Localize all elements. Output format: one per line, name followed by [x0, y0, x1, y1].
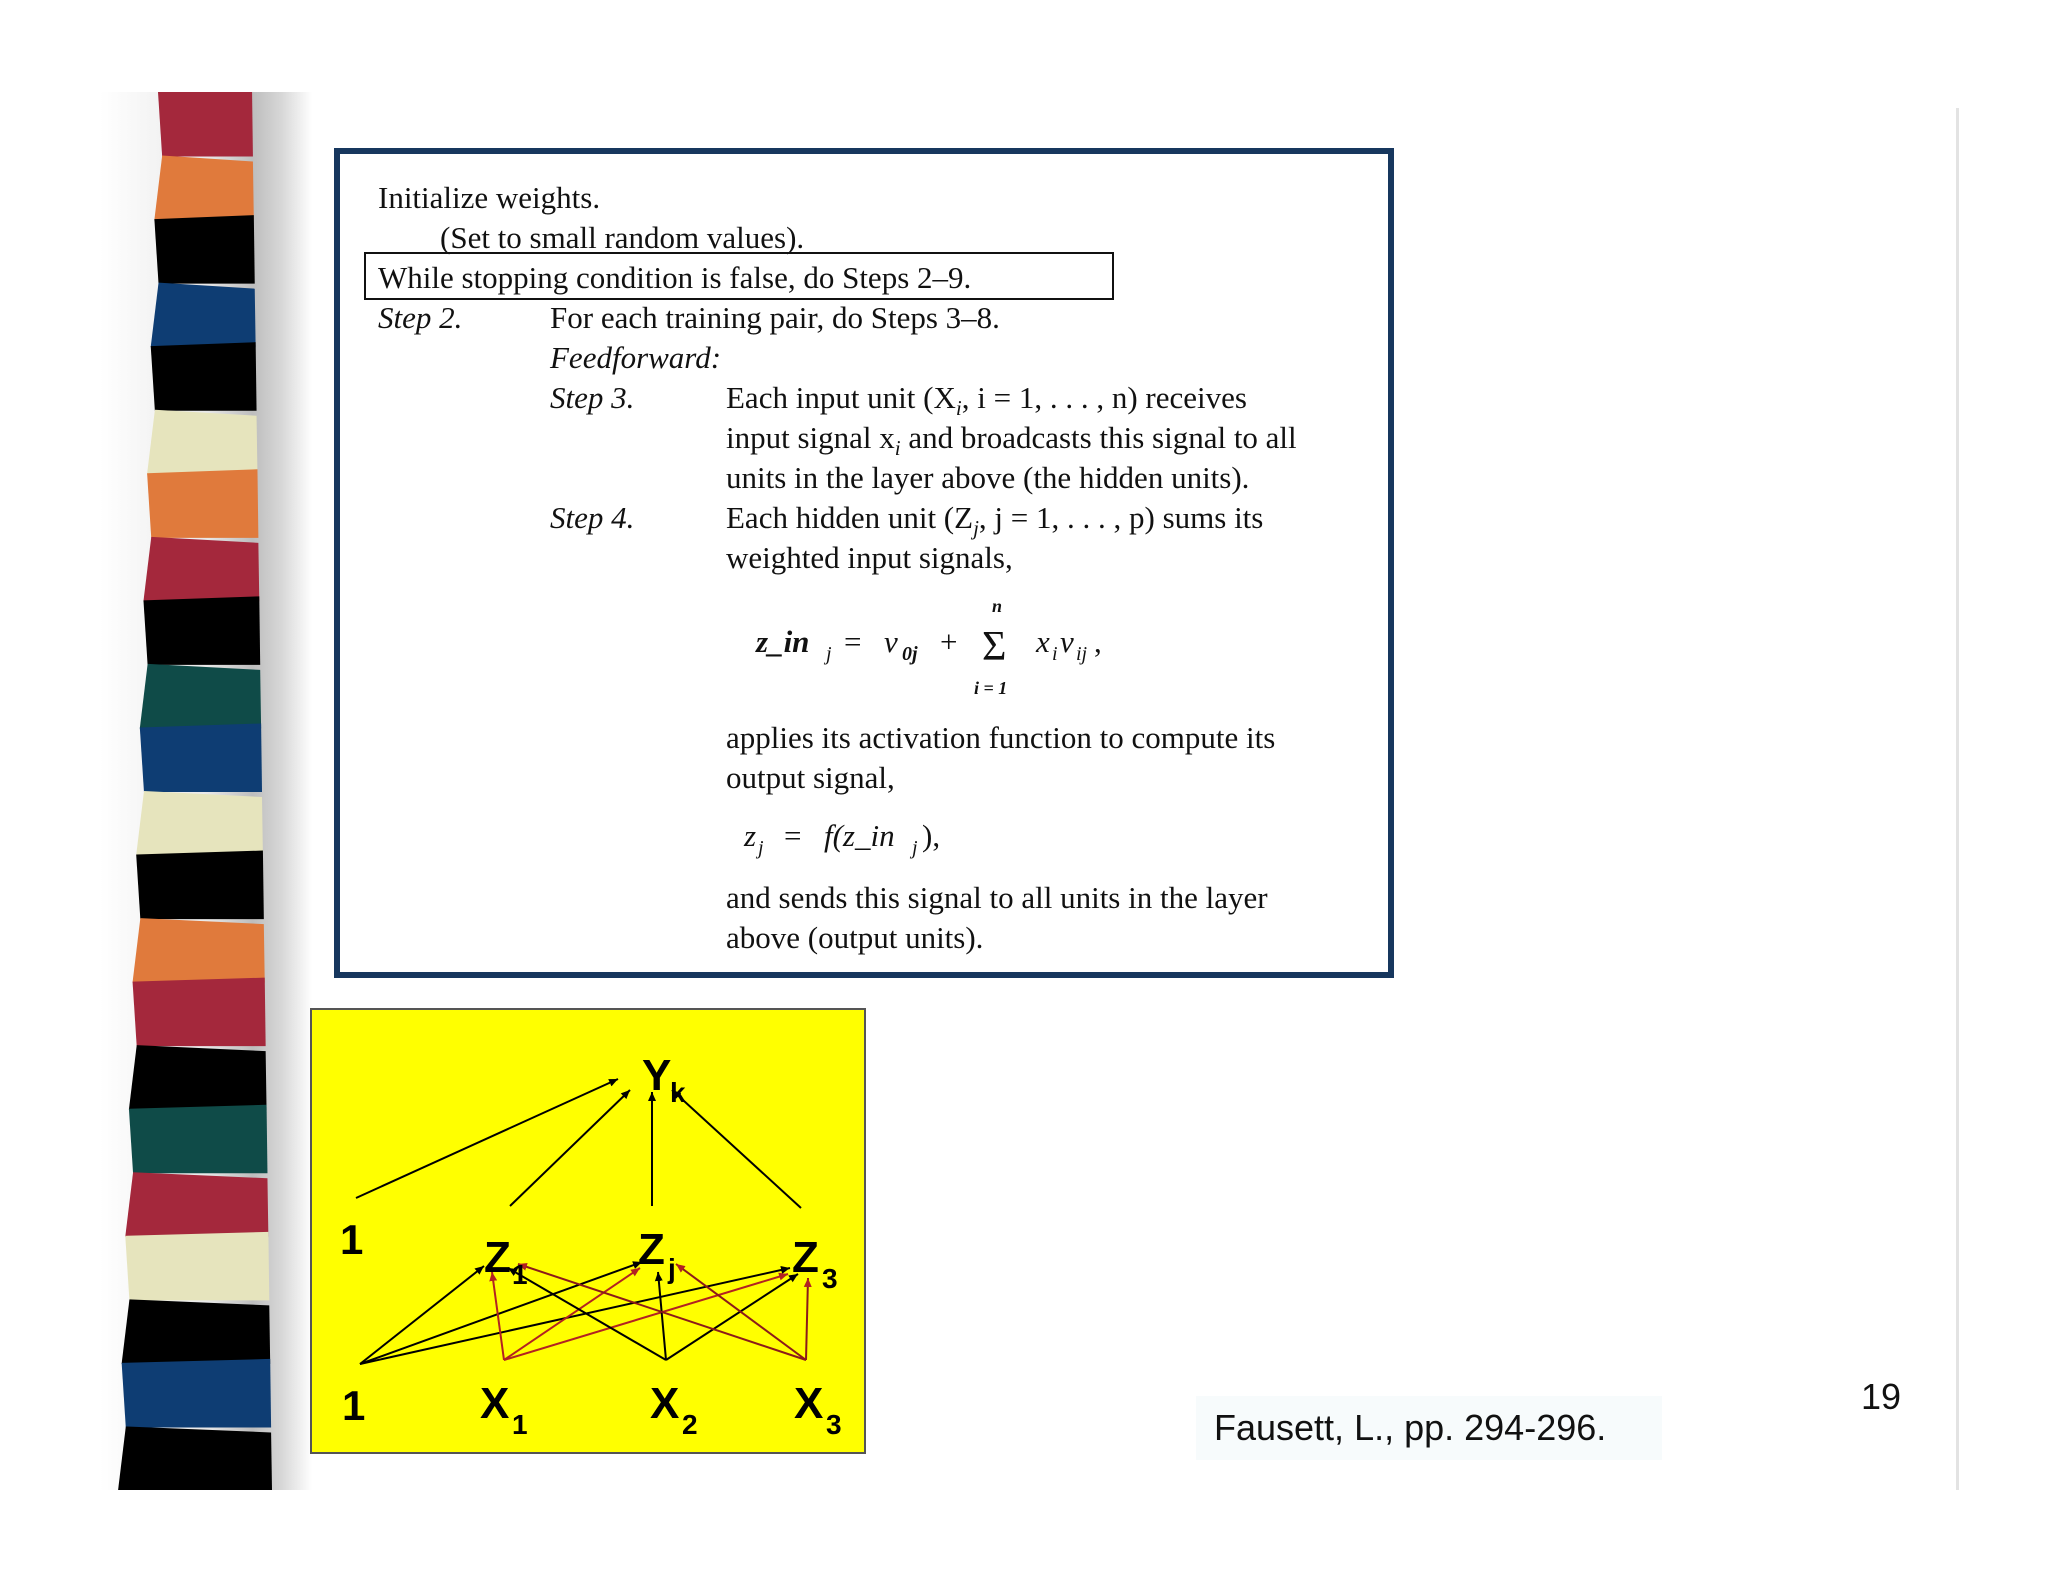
formula2-lhs: z	[744, 818, 757, 853]
stripe-band	[125, 1172, 268, 1237]
stripe-band	[129, 1045, 267, 1110]
phase-heading: Feedforward:	[550, 340, 722, 375]
stripe-band	[140, 723, 262, 792]
node-x3-sub: 3	[826, 1409, 842, 1440]
step4-line2: weighted input signals,	[726, 540, 1013, 575]
formula1-lhs: z_in	[756, 624, 810, 659]
formula1-sigma: Σ	[982, 624, 1007, 670]
formula1-bias-sub: 0j	[902, 643, 918, 665]
stripe-band	[154, 215, 254, 284]
stripe-band	[129, 1105, 268, 1174]
node-x1-sub: 1	[512, 1409, 528, 1440]
step4-line1-sub: j	[973, 516, 979, 541]
step4-label: Step 4.	[550, 500, 635, 535]
right-margin-rule	[1956, 108, 1959, 1490]
step4-line1-b: , j = 1, . . . , p) sums its	[978, 500, 1264, 535]
stripe-band	[158, 92, 253, 157]
stripe-band	[136, 851, 264, 920]
stripe-band	[143, 596, 260, 665]
node-z3-label: Z	[792, 1233, 819, 1282]
edge-x1-to-z3	[504, 1274, 788, 1360]
node-z1-sub: 1	[512, 1259, 528, 1290]
step3-line1-a: Each input unit (X	[726, 380, 956, 415]
step3-line3: units in the layer above (the hidden units).	[726, 460, 1250, 495]
step4-line3: applies its activation function to compute its	[726, 720, 1276, 755]
stripe-band	[122, 1299, 271, 1364]
step4-line5: and sends this signal to all units in the layer	[726, 880, 1268, 915]
network-diagram	[310, 1008, 866, 1454]
node-yk-label: Y	[642, 1051, 672, 1100]
edge-x2-to-zj	[658, 1272, 666, 1360]
step4-line1-a: Each hidden unit (Z	[726, 500, 974, 535]
node-z1-label: Z	[484, 1233, 511, 1282]
step3-line1-b: , i = 1, . . . , n) receives	[961, 380, 1247, 415]
page-number: 19	[1860, 1376, 1902, 1417]
step3-line2-sub: i	[894, 436, 901, 461]
formula1-bias: v	[884, 624, 898, 659]
stripe-band	[151, 342, 257, 411]
formula1-plus: +	[940, 624, 958, 659]
input-bias-label: 1	[342, 1382, 366, 1429]
node-x3-label: X	[794, 1379, 824, 1428]
decorative-stripe-band	[100, 92, 312, 1490]
formula1-term-v: v	[1060, 624, 1074, 659]
formula2-rhs-b: ),	[922, 818, 941, 853]
step3-label: Step 3.	[550, 380, 635, 415]
edge-z3-to-yk	[672, 1090, 801, 1208]
edge-x3-to-z1	[518, 1264, 806, 1360]
formula1-lower: i = 1	[974, 678, 1008, 698]
node-x1-label: X	[480, 1379, 510, 1428]
formula1-term-sub2: ij	[1076, 643, 1088, 665]
node-zj-label: Z	[638, 1225, 665, 1274]
formula2-rhs-a: f(z_in	[824, 818, 895, 853]
stripe-band	[154, 156, 253, 221]
stripe-band	[133, 978, 266, 1047]
loop-line: While stopping condition is false, do Steps 2–9.	[378, 260, 972, 295]
init-line: Initialize weights.	[378, 180, 601, 215]
edge-x3-to-z3	[806, 1278, 808, 1360]
stripe-band	[147, 410, 257, 475]
hidden-bias-label: 1	[340, 1216, 364, 1263]
step3-line2-a: input signal x	[726, 420, 895, 455]
stripe-band	[118, 1426, 272, 1490]
stripe-band	[122, 1359, 271, 1428]
formula1-comma: ,	[1094, 624, 1102, 659]
stripe-band	[125, 1232, 269, 1301]
stripe-band	[133, 918, 265, 983]
edge-x2-to-z3	[666, 1274, 798, 1360]
node-x2-sub: 2	[682, 1409, 698, 1440]
stripe-graphic	[100, 92, 312, 1490]
formula1-eq: =	[844, 624, 862, 659]
activation-formula	[740, 812, 1000, 862]
init-note: (Set to small random values).	[440, 220, 805, 255]
summation-formula	[740, 594, 1160, 704]
step4-line4: output signal,	[726, 760, 895, 795]
step4-line6: above (output units).	[726, 920, 984, 955]
node-yk-sub: k	[670, 1077, 686, 1108]
step3-line1-sub: i	[955, 396, 962, 421]
step2-label: Step 2.	[378, 300, 463, 335]
edge-z1-to-yk	[510, 1090, 630, 1206]
node-x2-label: X	[650, 1379, 680, 1428]
formula1-upper: n	[992, 596, 1003, 616]
network-graph	[312, 1010, 864, 1452]
formula2-rhs-sub: j	[912, 837, 918, 859]
node-z3-sub: 3	[822, 1263, 838, 1294]
stripe-band	[140, 664, 261, 729]
formula1-term-sub1: i	[1052, 643, 1058, 665]
formula1-term-x: x	[1036, 624, 1050, 659]
stripe-band	[147, 469, 258, 538]
step2-text: For each training pair, do Steps 3–8.	[550, 300, 1000, 335]
algorithm-box	[334, 148, 1394, 978]
step3-line2-b: and broadcasts this signal to all	[900, 420, 1297, 455]
formula2-lhs-sub: j	[758, 837, 764, 859]
stripe-band	[136, 791, 263, 856]
stripe-band	[143, 537, 259, 602]
formula1-lhs-sub: j	[826, 643, 832, 665]
formula2-eq: =	[784, 818, 802, 853]
citation: Fausett, L., pp. 294-296.	[1196, 1396, 1662, 1460]
stripe-band	[151, 283, 256, 348]
node-zj-sub: j	[668, 1253, 676, 1284]
